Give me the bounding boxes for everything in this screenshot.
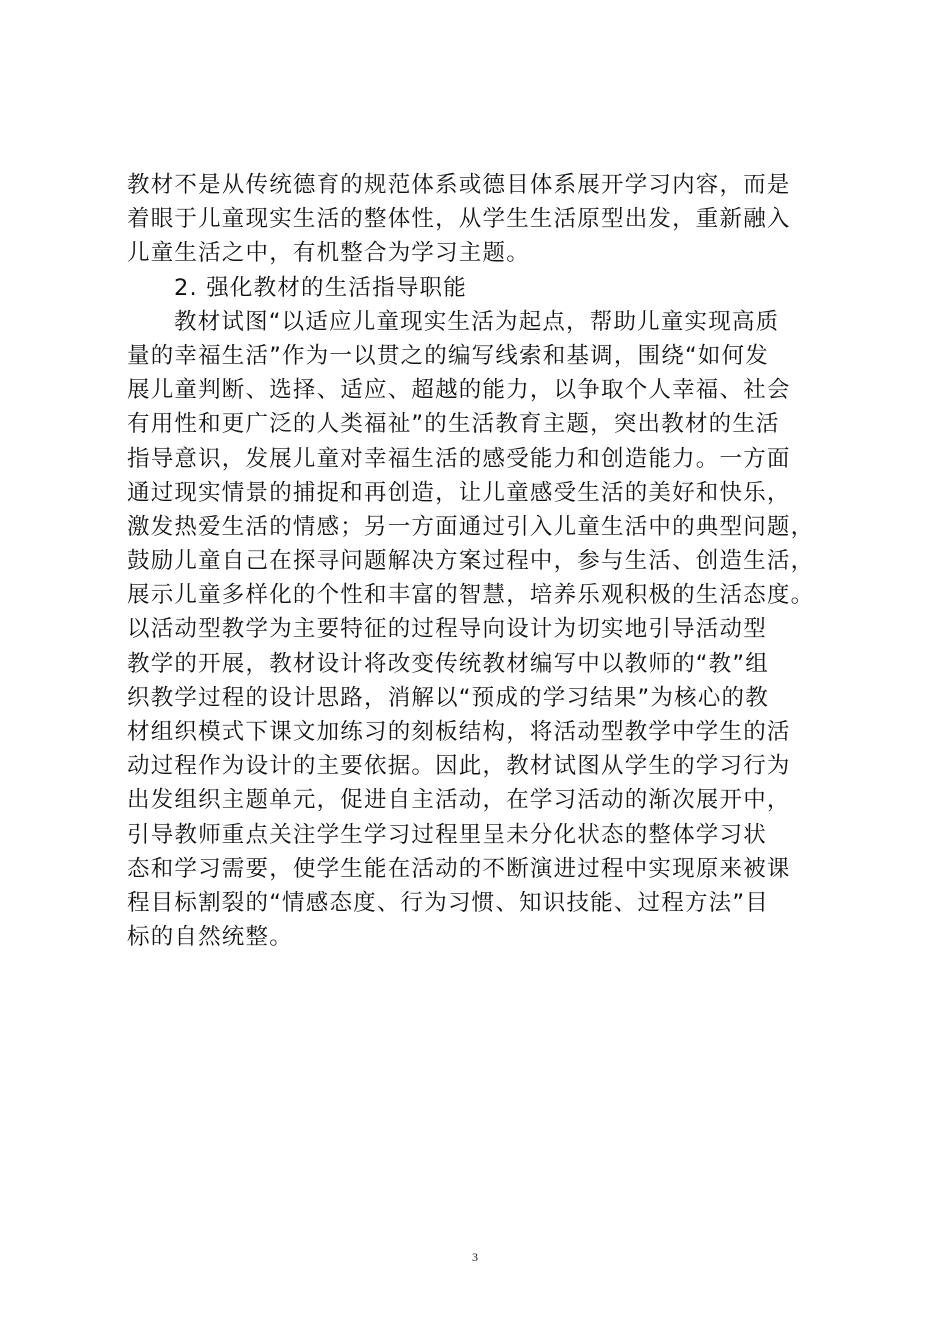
text-line: 展儿童判断、选择、适应、超越的能力，以争取个人幸福、社会 xyxy=(127,377,791,404)
text-line: 儿童生活之中，有机整合为学习主题。 xyxy=(127,240,530,267)
text-line: 以活动型教学为主要特征的过程导向设计为切实地引导活动型 xyxy=(127,616,767,643)
body-text xyxy=(127,168,837,954)
text-line: 展示儿童多样化的个性和丰富的智慧，培养乐观积极的生活态度。 xyxy=(127,582,815,609)
text-line: 标的自然统整。 xyxy=(127,924,293,951)
text-line: 织教学过程的设计思路，消解以“预成的学习结果”为核心的教 xyxy=(127,684,769,711)
text-line: 有用性和更广泛的人类福祉”的生活教育主题，突出教材的生活 xyxy=(127,411,780,438)
text-line: 教学的开展，教材设计将改变传统教材编写中以教师的“教”组 xyxy=(127,650,769,677)
text-line: 鼓励儿童自己在探寻问题解决方案过程中，参与生活、创造生活， xyxy=(127,548,815,575)
text-line: 激发热爱生活的情感；另一方面通过引入儿童生活中的典型问题， xyxy=(127,513,815,540)
page-number: 3 xyxy=(472,1250,478,1264)
text-line: 出发组织主题单元，促进自主活动，在学习活动的渐次展开中， xyxy=(127,787,791,814)
text-line: 态和学习需要，使学生能在活动的不断演进过程中实现原来被课 xyxy=(127,855,791,882)
text-line: 动过程作为设计的主要依据。因此，教材试图从学生的学习行为 xyxy=(127,753,791,780)
section-heading: 2. 强化教材的生活指导职能 xyxy=(174,274,467,301)
text-line: 程目标割裂的“情感态度、行为习惯、知识技能、过程方法”目 xyxy=(127,889,769,916)
text-line: 教材不是从传统德育的规范体系或德目体系展开学习内容，而是 xyxy=(127,172,791,198)
text-line: 着眼于儿童现实生活的整体性，从学生生活原型出发，重新融入 xyxy=(127,206,791,233)
text-line: 教材试图“以适应儿童现实生活为起点，帮助儿童实现高质 xyxy=(174,308,780,335)
text-line: 量的幸福生活”作为一以贯之的编写线索和基调，围绕“如何发 xyxy=(127,342,769,369)
text-line: 通过现实情景的捕捉和再创造，让儿童感受生活的美好和快乐， xyxy=(127,479,791,506)
text-line: 指导意识，发展儿童对幸福生活的感受能力和创造能力。一方面 xyxy=(127,445,791,472)
text-line: 材组织模式下课文加练习的刻板结构，将活动型教学中学生的活 xyxy=(127,719,791,745)
text-line: 引导教师重点关注学生学习过程里呈未分化状态的整体学习状 xyxy=(127,821,767,848)
